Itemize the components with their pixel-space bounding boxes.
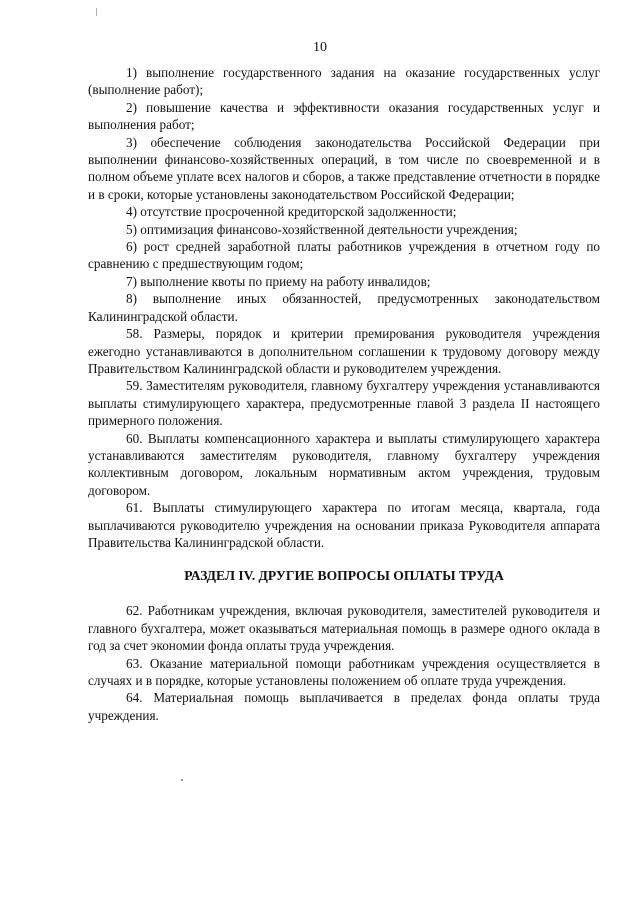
list-item: 7) выполнение квоты по приему на работу инвалидов; xyxy=(126,273,431,289)
page-number: 10 xyxy=(313,40,327,55)
clause-61: 61. Выплаты стимулирующего характера по итогам месяца, квартала, года выплачиваются руководителю учреждения на основании приказа Руководителя аппарата Правительства Калининградской области. xyxy=(88,500,600,550)
scan-mark xyxy=(181,779,183,781)
clause-64: 64. Материальная помощь выплачивается в пределах фонда оплаты труда учреждения. xyxy=(88,690,600,723)
clause-62: 62. Работникам учреждения, включая руководителя, заместителей руководителя и главного бухгалтера, может оказываться материальная помощь в размере одного оклада в год за счет экономии фонда оплаты труда учреждения. xyxy=(88,603,600,654)
scan-mark xyxy=(96,8,97,16)
clause-59: 59. Заместителям руководителя, главному бухгалтеру учреждения устанавливаются выплаты стимулирующего характера, предусмотренные главой 3 раздела II настоящего примерного положения. xyxy=(88,378,600,429)
clause-63: 63. Оказание материальной помощи работникам учреждения осуществляется в случаях и в порядке, которые установлены положением об оплате труда учреждения. xyxy=(88,655,600,688)
list-item: 5) оптимизация финансово-хозяйственной деятельности учреждения; xyxy=(126,221,518,237)
list-item: 1) выполнение государственного задания на оказание государственных услуг (выполнение работ); xyxy=(88,65,600,98)
list-item: 3) обеспечение соблюдения законодательства Российской Федерации при выполнении финансово-хозяйственных операций, в том числе по своевременной и в полном объеме уплате всех налогов и сборов, а также представление отчетности в порядке и в сроки, которые установлены законодательством Российской Федерации; xyxy=(88,134,600,202)
list-item: 4) отсутствие просроченной кредиторской задолженности; xyxy=(126,204,457,220)
clause-60: 60. Выплаты компенсационного характера и выплаты стимулирующего характера устанавливаются заместителям руководителя, главному бухгалтеру учреждения коллективным договором, локальным нормативным актом учреждения, трудовым договором. xyxy=(88,430,600,498)
document-body xyxy=(88,64,600,724)
list-item: 2) повышение качества и эффективности оказания государственных услуг и выполнения работ; xyxy=(88,99,600,133)
section-heading: РАЗДЕЛ IV. ДРУГИЕ ВОПРОСЫ ОПЛАТЫ ТРУДА xyxy=(184,568,504,584)
list-item: 6) рост средней заработной платы работников учреждения в отчетном году по сравнению с предшествующим годом; xyxy=(88,239,600,272)
clause-58: 58. Размеры, порядок и критерии премирования руководителя учреждения ежегодно устанавливаются в дополнительном соглашении к трудовому договору между Правительством Калининградской области и руководителем учреждения. xyxy=(88,326,600,376)
list-item: 8) выполнение иных обязанностей, предусмотренных законодательством Калининградской области. xyxy=(88,291,600,324)
